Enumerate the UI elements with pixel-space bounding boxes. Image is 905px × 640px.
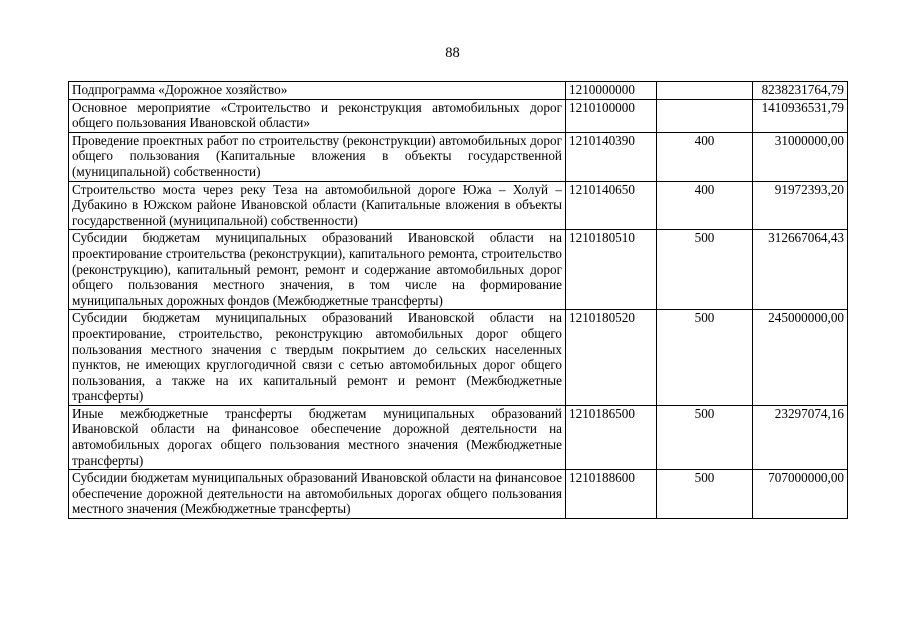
row-code: 1210140390 [566, 132, 657, 181]
row-expense-type [657, 82, 753, 100]
row-amount: 1410936531,79 [753, 99, 848, 132]
table-row [69, 82, 848, 100]
table-row [69, 470, 848, 519]
row-expense-type: 500 [657, 470, 753, 519]
row-code: 1210000000 [566, 82, 657, 100]
row-code: 1210100000 [566, 99, 657, 132]
row-amount: 245000000,00 [753, 310, 848, 406]
table-row [69, 230, 848, 310]
row-amount: 312667064,43 [753, 230, 848, 310]
row-expense-type: 400 [657, 132, 753, 181]
row-name: Субсидии бюджетам муниципальных образований Ивановской области на финансовое обеспечение дорожной деятельности на автомобильных дорогах общего пользования местного значения (Межбюджетные трансферты) [69, 470, 566, 519]
row-code: 1210140650 [566, 181, 657, 230]
table-row [69, 405, 848, 469]
row-code: 1210180510 [566, 230, 657, 310]
row-code: 1210188600 [566, 470, 657, 519]
budget-table [68, 81, 848, 519]
table-row [69, 132, 848, 181]
row-amount: 8238231764,79 [753, 82, 848, 100]
row-code: 1210180520 [566, 310, 657, 406]
row-expense-type: 500 [657, 310, 753, 406]
row-name: Строительство моста через реку Теза на автомобильной дороге Южа – Холуй – Дубакино в Южском районе Ивановской области (Капитальные вложения в объекты государственной (муниципальной) собственности) [69, 181, 566, 230]
row-name: Иные межбюджетные трансферты бюджетам муниципальных образований Ивановской области на финансовое обеспечение дорожной деятельности на автомобильных дорогах общего пользования местного значения (Межбюджетные трансферты) [69, 405, 566, 469]
row-name: Субсидии бюджетам муниципальных образований Ивановской области на проектирование, строительство, реконструкцию автомобильных дорог общего пользования местного значения с твердым покрытием до сельских населенных пунктов, не имеющих круглогодичной связи с сетью автомобильных дорог общего пользования, а также на их капитальный ремонт и ремонт (Межбюджетные трансферты) [69, 310, 566, 406]
table-row [69, 310, 848, 406]
page-number: 88 [445, 45, 460, 61]
row-expense-type: 400 [657, 181, 753, 230]
row-name: Подпрограмма «Дорожное хозяйство» [69, 82, 566, 100]
row-amount: 31000000,00 [753, 132, 848, 181]
row-expense-type: 500 [657, 230, 753, 310]
table-row [69, 99, 848, 132]
row-name: Субсидии бюджетам муниципальных образований Ивановской области на проектирование строительства (реконструкции), капитального ремонта, строительство (реконструкцию), капитальный ремонт, ремонт и содержание автомобильных дорог общего пользования местного значения, в том числе на формирование муниципальных дорожных фондов (Межбюджетные трансферты) [69, 230, 566, 310]
row-amount: 91972393,20 [753, 181, 848, 230]
table-row [69, 181, 848, 230]
row-amount: 23297074,16 [753, 405, 848, 469]
row-code: 1210186500 [566, 405, 657, 469]
row-amount: 707000000,00 [753, 470, 848, 519]
row-name: Основное мероприятие «Строительство и реконструкция автомобильных дорог общего пользования Ивановской области» [69, 99, 566, 132]
row-expense-type [657, 99, 753, 132]
row-expense-type: 500 [657, 405, 753, 469]
row-name: Проведение проектных работ по строительству (реконструкции) автомобильных дорог общего пользования (Капитальные вложения в объекты государственной (муниципальной) собственности) [69, 132, 566, 181]
